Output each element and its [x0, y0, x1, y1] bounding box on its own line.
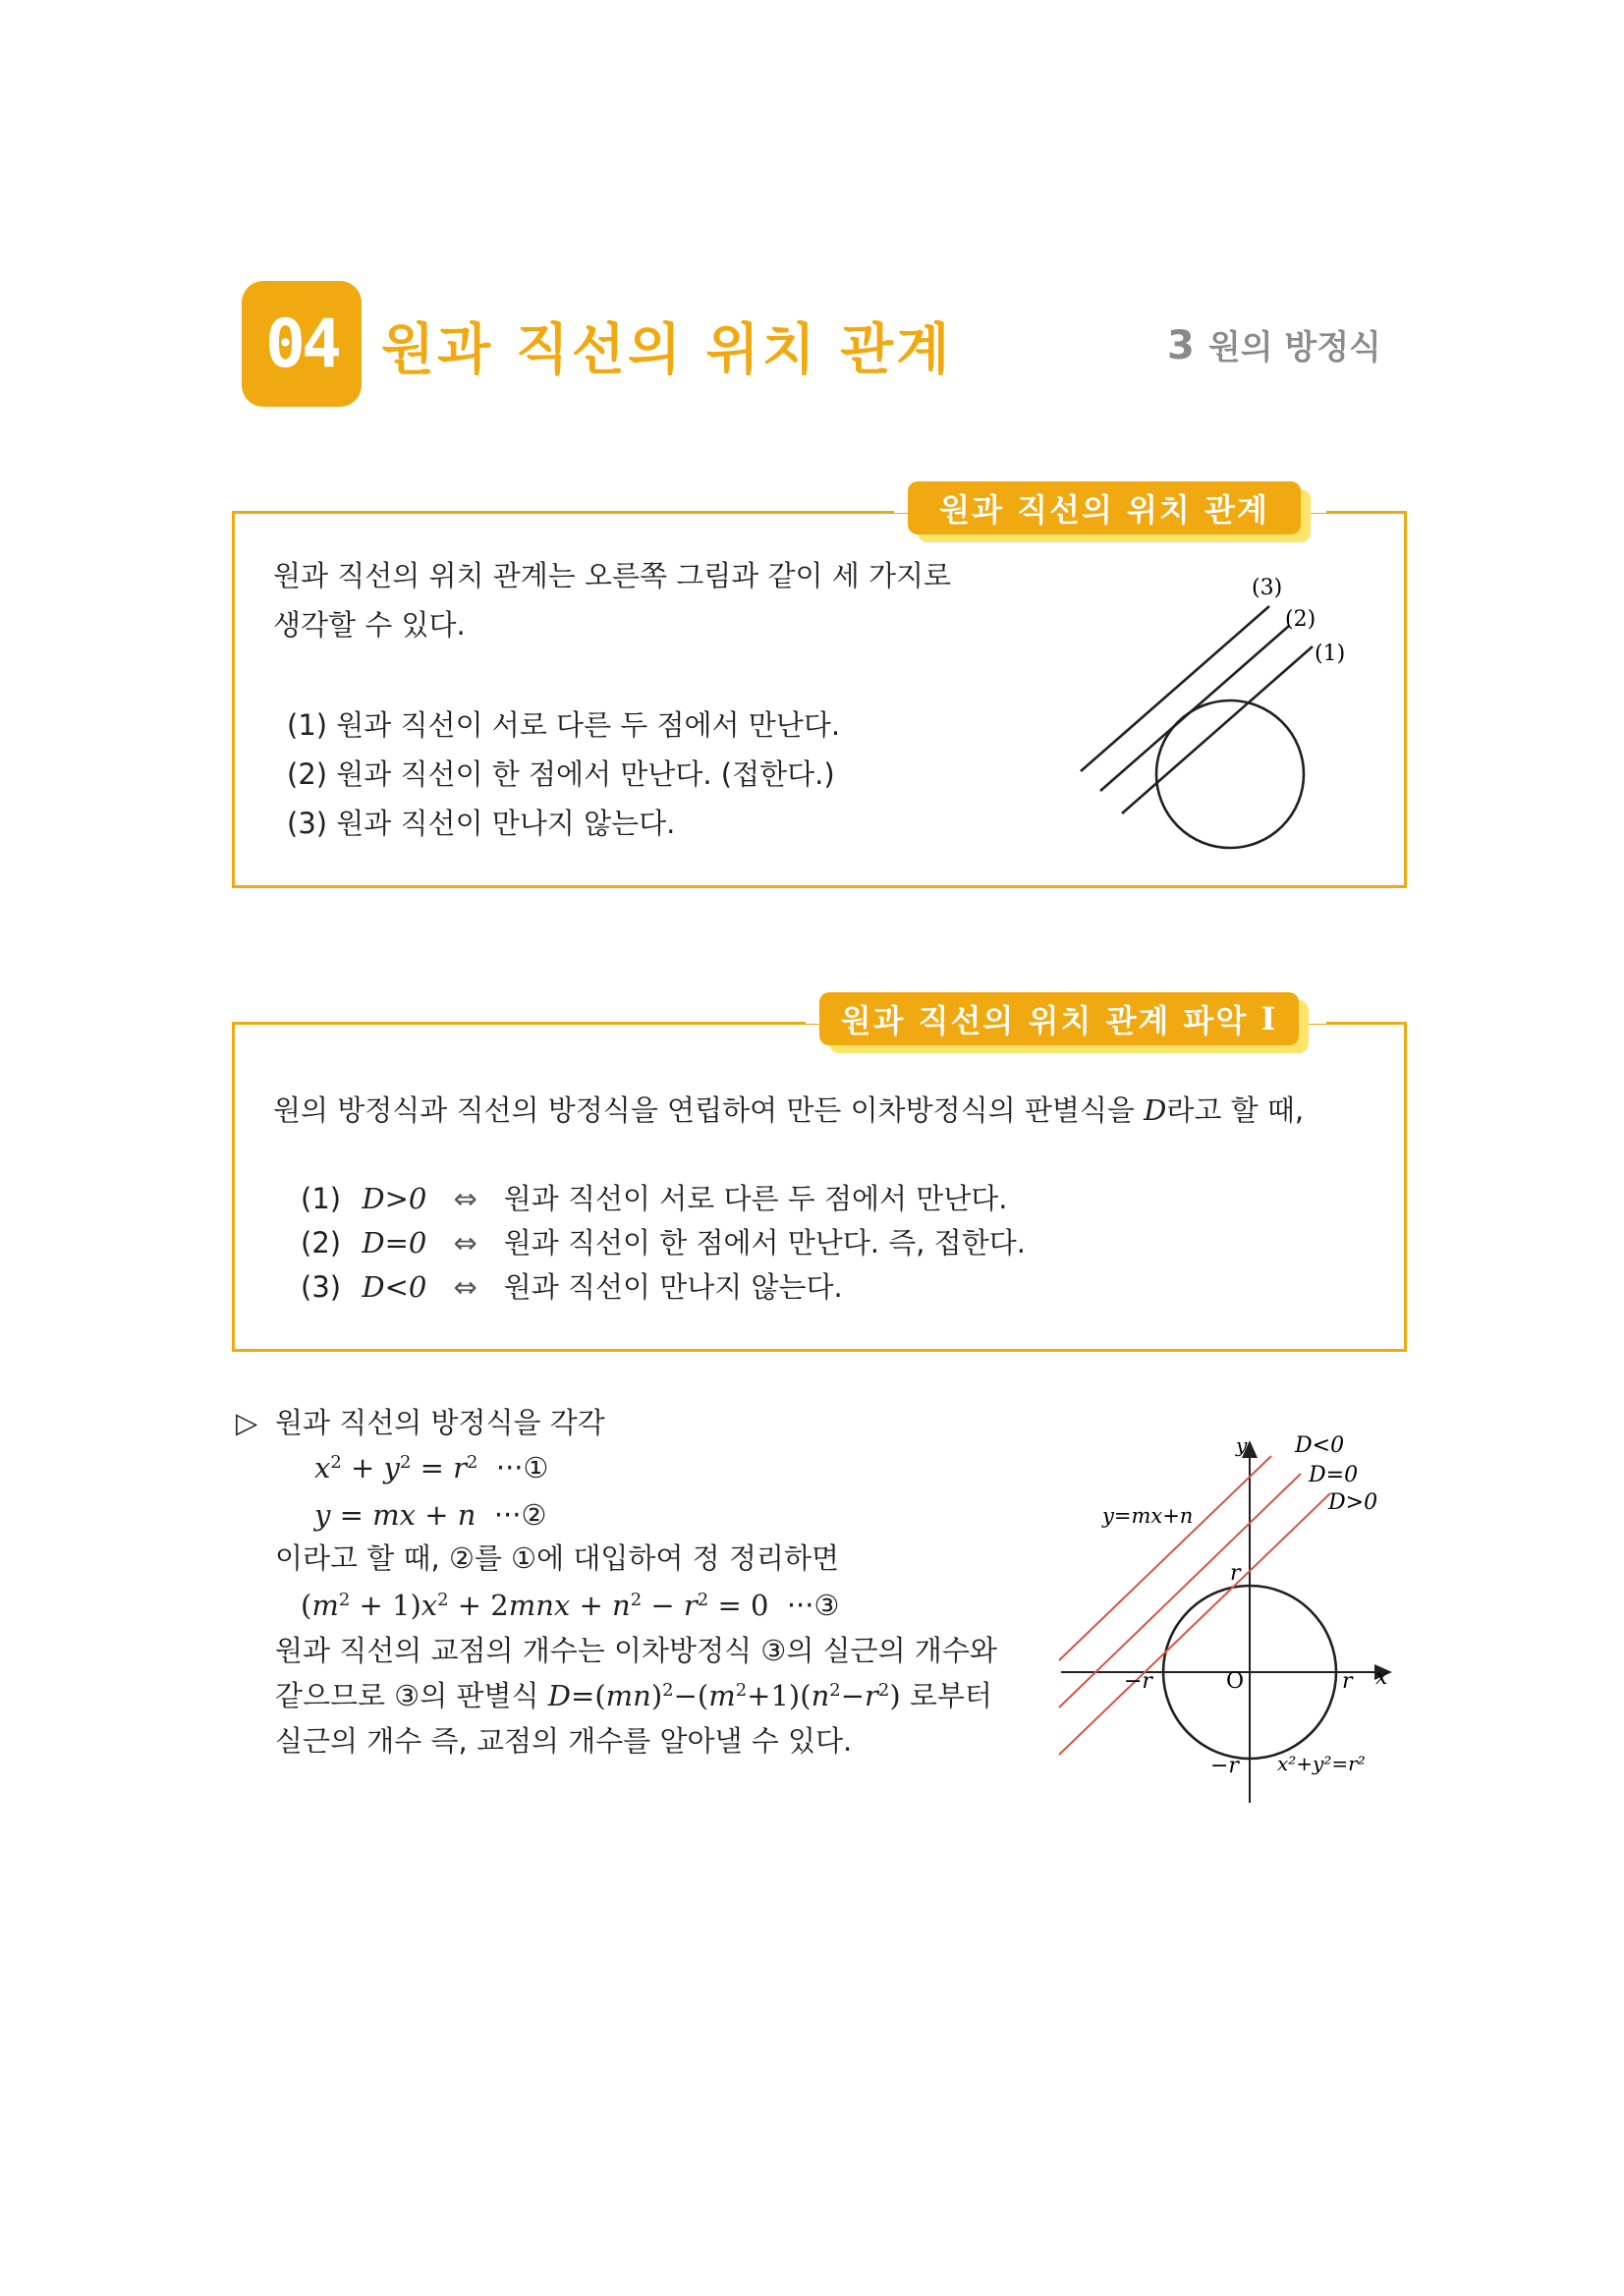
- r-right-label: r: [1342, 1669, 1353, 1694]
- explanation-line1: 원과 직선의 방정식을 각각: [275, 1406, 605, 1439]
- equation-line: y = mx + n ···②: [314, 1498, 547, 1532]
- line-equation-label: y=mx+n: [1102, 1504, 1194, 1528]
- r-left-label: −r: [1124, 1669, 1152, 1694]
- line-1: [1122, 646, 1313, 813]
- box2-tab: [819, 992, 1299, 1045]
- explanation-line8: 실근의 개수 즉, 교점의 개수를 알아낼 수 있다.: [275, 1724, 853, 1758]
- box1-intro-line2: 생각할 수 있다.: [273, 608, 466, 642]
- box1-item-1: (1) 원과 직선이 서로 다른 두 점에서 만난다.: [287, 708, 841, 742]
- roman-numeral: I: [1260, 1000, 1278, 1037]
- box1-item-3: (3) 원과 직선이 만나지 않는다.: [287, 807, 676, 840]
- explanation-line7: 같으므로 ③의 판별식 $D=(mn)^2-(m^2+1)(n^2-r^2)$ 로부터: [275, 1679, 992, 1712]
- label-d-eq-0: D=0: [1309, 1463, 1359, 1487]
- line-d-lt-0: [1059, 1456, 1271, 1660]
- label-1: (1): [1315, 642, 1346, 666]
- box1-intro-line1: 원과 직선의 위치 관계는 오른쪽 그림과 같이 세 가지로: [273, 559, 952, 592]
- section-number-badge: 04: [242, 281, 362, 407]
- label-d-lt-0: D<0: [1295, 1433, 1345, 1458]
- line-d-gt-0: [1059, 1493, 1330, 1755]
- box2-row-1: (1) D>0 ⇔ 원과 직선이 서로 다른 두 점에서 만난다.: [301, 1182, 1008, 1215]
- explanation-line6: 원과 직선의 교점의 개수는 이차방정식 ③의 실근의 개수와: [275, 1634, 997, 1667]
- line-3: [1081, 606, 1269, 771]
- r-bottom-label: −r: [1210, 1754, 1239, 1778]
- page-title: 원과 직선의 위치 관계: [381, 318, 953, 382]
- figure-discriminant-graph: [1051, 1425, 1405, 1818]
- box2-row-2: (2) D=0 ⇔ 원과 직선이 한 점에서 만난다. 즉, 접한다.: [301, 1226, 1026, 1260]
- label-d-gt-0: D>0: [1328, 1490, 1378, 1515]
- label-2: (2): [1285, 607, 1316, 632]
- explanation-bullet: ▷: [236, 1406, 258, 1439]
- figure-circle-three-lines: [1061, 560, 1385, 855]
- chapter-title: 원의 방정식: [1207, 328, 1381, 367]
- y-axis-label: y: [1236, 1433, 1248, 1457]
- equation-quadratic: $(m^2 + 1)x^2 + 2mnx + n^2 - r^2 = 0$ ···③: [301, 1589, 840, 1622]
- box1-tab: [908, 481, 1301, 534]
- circle-equation-label: x²+y²=r²: [1277, 1752, 1366, 1775]
- chapter-label: [1167, 320, 1381, 368]
- equation-circle: $x^2 + y^2 = r^2$ ···①: [314, 1451, 549, 1484]
- explanation-line4: 이라고 할 때, ②를 ①에 대입하여 정 정리하면: [275, 1541, 839, 1575]
- label-3: (3): [1252, 576, 1283, 600]
- box1-item-2: (2) 원과 직선이 한 점에서 만난다. (접한다.): [287, 757, 835, 791]
- x-axis-label: x: [1375, 1665, 1388, 1690]
- box2-tab-label: 원과 직선의 위치 관계 파악 I: [819, 992, 1299, 1045]
- box2-row-3: (3) D<0 ⇔ 원과 직선이 만나지 않는다.: [301, 1270, 843, 1304]
- chapter-number: 3: [1167, 323, 1195, 368]
- box2-intro: 원의 방정식과 직선의 방정식을 연립하여 만든 이차방정식의 판별식을 D라고 할 때,: [273, 1093, 1305, 1127]
- box1-tab-label: 원과 직선의 위치 관계: [908, 481, 1301, 534]
- r-top-label: r: [1230, 1561, 1241, 1586]
- origin-label: O: [1226, 1669, 1245, 1694]
